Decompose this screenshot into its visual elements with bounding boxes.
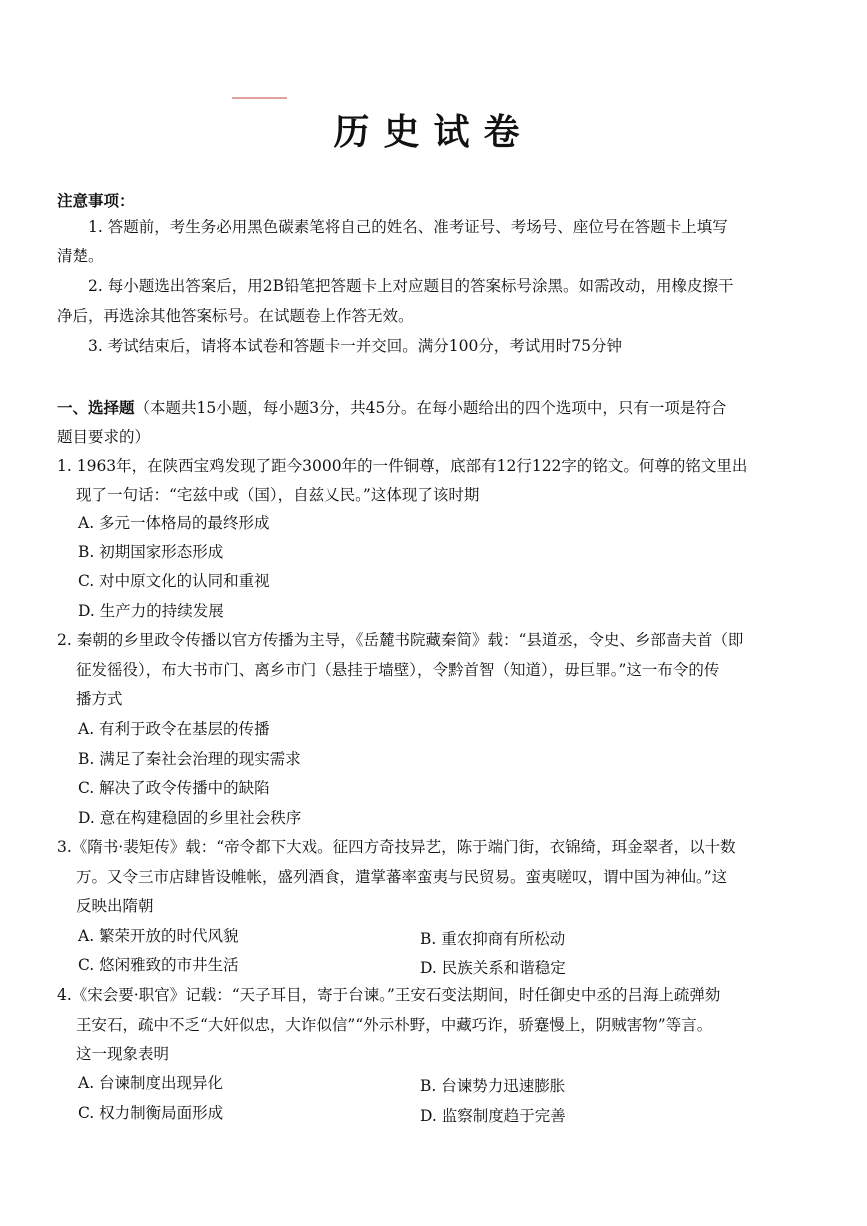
question-stem-line: 这一现象表明 bbox=[76, 1045, 170, 1063]
option-b: B. 重农抑商有所松动 bbox=[420, 930, 566, 948]
option-b: B. 台谏势力迅速膨胀 bbox=[420, 1077, 566, 1095]
notice-item: 3. 考试结束后，请将本试卷和答题卡一并交回。满分100分，考试用时75分钟 bbox=[88, 337, 623, 355]
question-stem-line: 3.《隋书·裴矩传》载：“帝令都下大戏。征四方奇技异艺，陈于端门街，衣锦绮，珥金翠者，以十数 bbox=[57, 838, 736, 856]
option-c: C. 权力制衡局面形成 bbox=[78, 1104, 224, 1122]
option-d: D. 民族关系和谐稳定 bbox=[420, 959, 566, 977]
option-d: D. 意在构建稳固的乡里社会秩序 bbox=[78, 809, 302, 827]
page-title: 历史试卷 bbox=[333, 111, 534, 153]
question-stem-line: 王安石，疏中不乏“大奸似忠，大诈似信”“外示朴野，中藏巧诈，骄蹇慢上，阴贼害物”等言。 bbox=[76, 1016, 713, 1034]
question-stem-line: 征发徭役），布大书市门、离乡市门（悬挂于墙壁），令黔首智（知道），毋巨罪。”这一布令的传 bbox=[76, 661, 720, 679]
option-a: A. 繁荣开放的时代风貌 bbox=[78, 927, 239, 945]
question-stem-line: 反映出隋朝 bbox=[76, 897, 154, 915]
option-a: A. 多元一体格局的最终形成 bbox=[78, 514, 270, 532]
section-heading: 一、选择题 bbox=[57, 398, 135, 417]
option-a: A. 有利于政令在基层的传播 bbox=[78, 720, 270, 738]
notice-item: 清楚。 bbox=[57, 247, 104, 265]
option-d: D. 生产力的持续发展 bbox=[78, 602, 224, 620]
option-b: B. 初期国家形态形成 bbox=[78, 543, 224, 561]
option-d: D. 监察制度趋于完善 bbox=[420, 1107, 566, 1125]
section-description: （本题共15小题，每小题3分，共45分。在每小题给出的四个选项中，只有一项是符合 bbox=[134, 399, 727, 417]
notice-item: 2. 每小题选出答案后，用2B铅笔把答题卡上对应题目的答案标号涂黑。如需改动，用橡皮擦干 bbox=[88, 277, 734, 295]
option-c: C. 对中原文化的认同和重视 bbox=[78, 572, 270, 590]
question-stem-line: 2. 秦朝的乡里政令传播以官方传播为主导，《岳麓书院藏秦简》载：“县道丞，令史、乡部啬夫首（即 bbox=[57, 631, 744, 649]
question-stem-line: 1. 1963年，在陕西宝鸡发现了距今3000年的一件铜尊，底部有12行122字的铭文。何尊的铭文里出 bbox=[57, 457, 748, 475]
option-b: B. 满足了秦社会治理的现实需求 bbox=[78, 750, 301, 768]
question-stem-line: 现了一句话：“宅兹中或（国），自兹乂民。”这体现了该时期 bbox=[76, 486, 480, 504]
question-stem-line: 播方式 bbox=[76, 690, 123, 708]
question-stem-line: 万。又令三市店肆皆设帷帐，盛列酒食，遣掌蕃率蛮夷与民贸易。蛮夷嗟叹，谓中国为神仙。”这 bbox=[76, 868, 728, 886]
section-description: 题目要求的） bbox=[57, 428, 151, 446]
option-a: A. 台谏制度出现异化 bbox=[78, 1074, 224, 1092]
option-c: C. 悠闲雅致的市井生活 bbox=[78, 956, 239, 974]
red-ink-mark bbox=[232, 97, 287, 99]
question-stem-line: 4.《宋会要·职官》记载：“天子耳目，寄于台谏。”王安石变法期间，时任御史中丞的吕海上疏弹劾 bbox=[57, 986, 721, 1004]
notice-item: 净后，再选涂其他答案标号。在试题卷上作答无效。 bbox=[57, 307, 414, 325]
option-c: C. 解决了政令传播中的缺陷 bbox=[78, 779, 270, 797]
section-heading-line bbox=[57, 397, 726, 419]
notice-heading: 注意事项： bbox=[57, 191, 135, 210]
notice-item: 1. 答题前，考生务必用黑色碳素笔将自己的姓名、准考证号、考场号、座位号在答题卡上填写 bbox=[88, 218, 728, 236]
